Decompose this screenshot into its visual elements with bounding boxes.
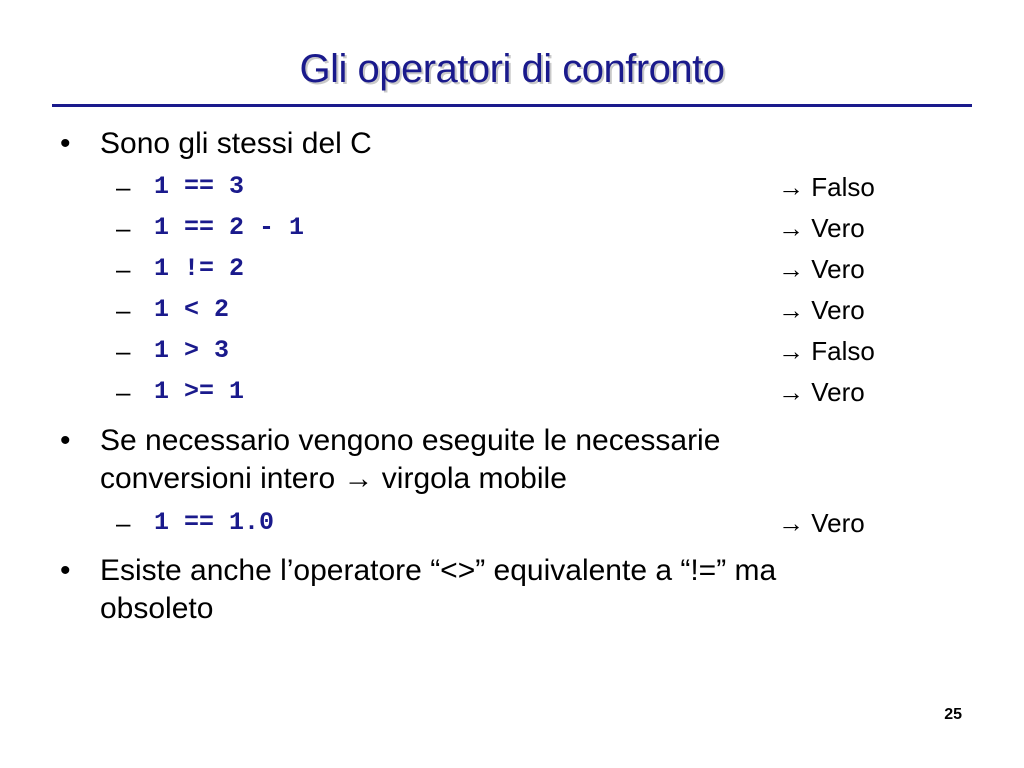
dash-mark: – xyxy=(116,336,131,366)
dash-mark: – xyxy=(116,295,131,325)
result-text: → Vero xyxy=(778,254,865,284)
bullet-mark: • xyxy=(60,127,71,160)
result-text: → Vero xyxy=(778,295,865,325)
result-text: → Vero xyxy=(778,508,865,538)
bullet-text-line-1: Se necessario vengono eseguite le necessarie xyxy=(100,424,721,457)
bullet-text-line-2: conversioni intero → virgola mobile xyxy=(100,462,567,495)
dash-mark: – xyxy=(116,172,131,202)
result-text: → Falso xyxy=(778,336,875,366)
code-expression: 1 == 2 - 1 xyxy=(154,213,305,242)
code-expression: 1 == 1.0 xyxy=(154,508,275,537)
code-expression: 1 != 2 xyxy=(154,254,245,283)
page-number: 25 xyxy=(944,706,962,723)
bullet-text-line-2: obsoleto xyxy=(100,592,214,625)
result-text: → Vero xyxy=(778,377,865,407)
dash-mark: – xyxy=(116,508,131,538)
bullet-mark: • xyxy=(60,554,71,587)
dash-mark: – xyxy=(116,377,131,407)
code-expression: 1 >= 1 xyxy=(154,377,245,406)
code-expression: 1 > 3 xyxy=(154,336,230,365)
title-underline xyxy=(52,104,972,107)
dash-mark: – xyxy=(116,254,131,284)
bullet-text: Sono gli stessi del C xyxy=(100,127,372,160)
result-text: → Falso xyxy=(778,172,875,202)
bullet-text-line-1: Esiste anche l’operatore “<>” equivalente a “!=” ma xyxy=(100,554,777,587)
code-expression: 1 == 3 xyxy=(154,172,245,201)
dash-mark: – xyxy=(116,213,131,243)
slide-title: Gli operatori di confronto xyxy=(299,47,725,91)
bullet-mark: • xyxy=(60,424,71,457)
result-text: → Vero xyxy=(778,213,865,243)
code-expression: 1 < 2 xyxy=(154,295,230,324)
